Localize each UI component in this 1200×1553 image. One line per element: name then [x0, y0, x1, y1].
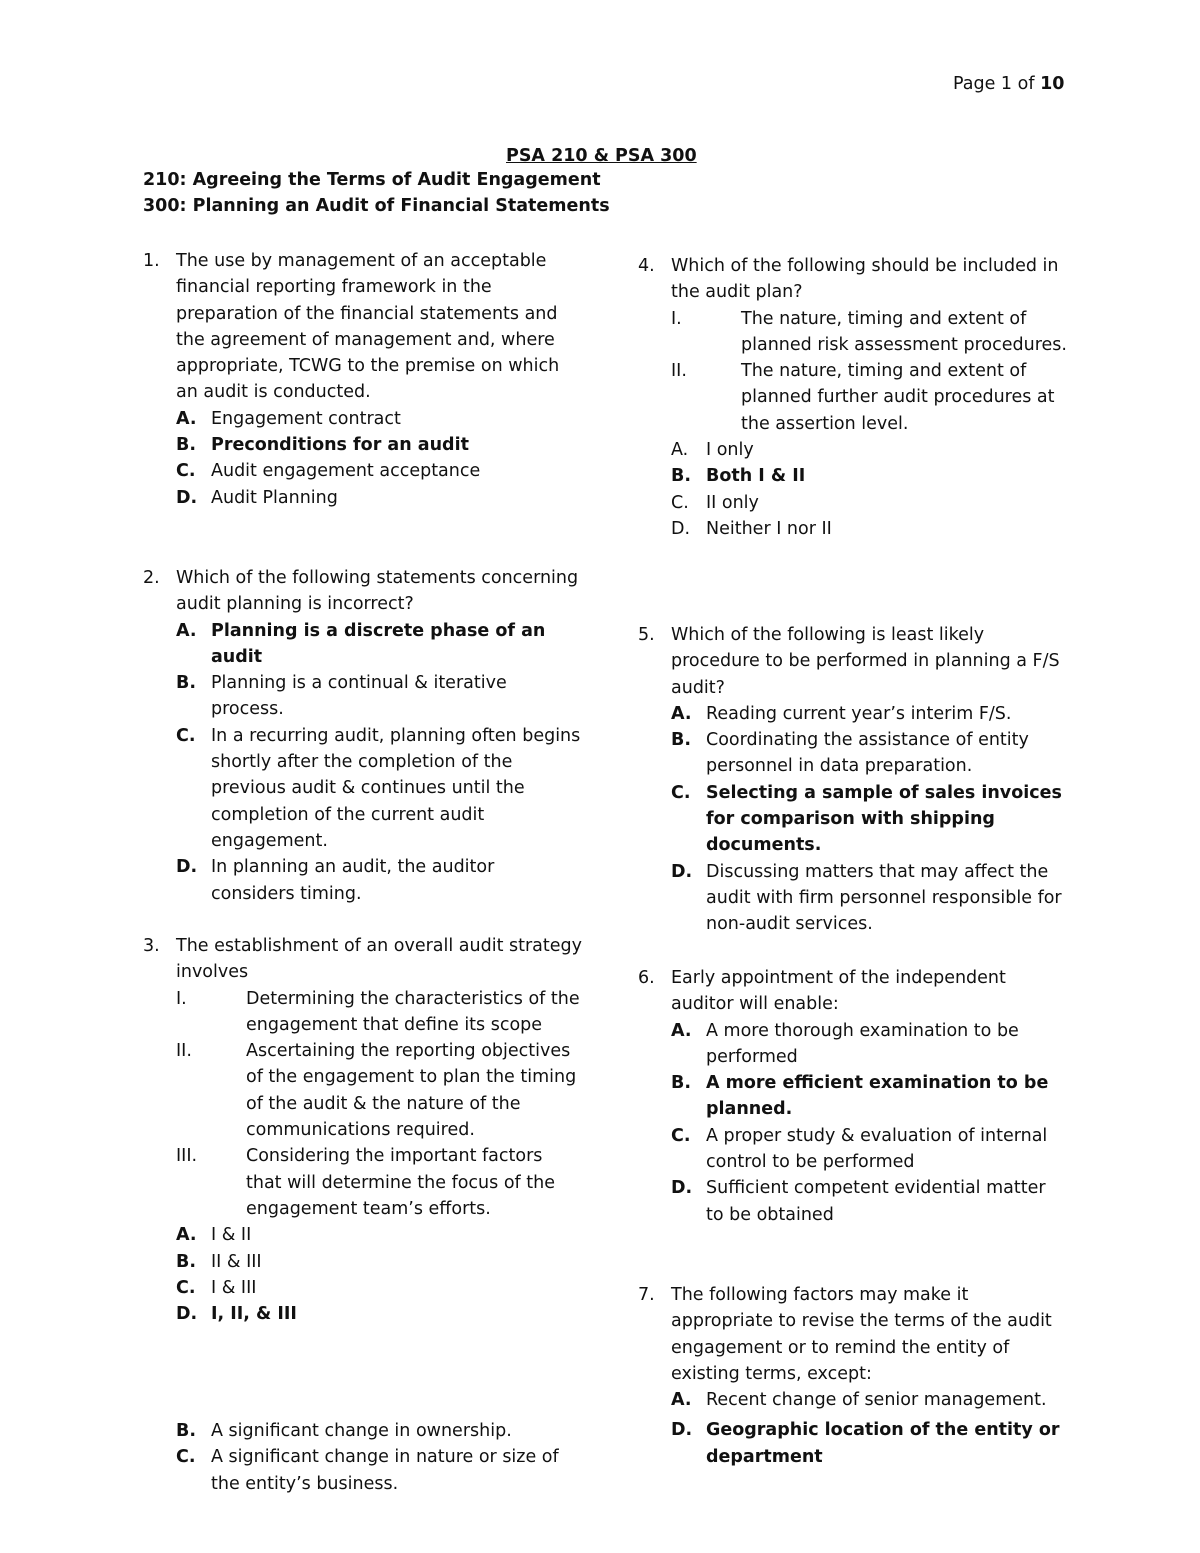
option: C. I & III — [176, 1277, 257, 1298]
question-number: 2. — [143, 568, 160, 588]
right-column-q6 — [638, 965, 1068, 1228]
question-text: Early appointment of the independent auditor will enable: — [671, 968, 1006, 1015]
option-answer: B. A more efficient examination to be planned. — [671, 1073, 1049, 1120]
option: B. Coordinating the assistance of entity personnel in data preparation. — [671, 730, 1029, 777]
question-number: 1. — [143, 251, 160, 271]
question-number: 7. — [638, 1285, 655, 1305]
question-number: 4. — [638, 256, 655, 276]
left-column — [143, 248, 583, 511]
right-column-q4 — [638, 253, 1068, 542]
question-text: Which of the following should be included in the audit plan? — [671, 256, 1059, 303]
question-7 — [638, 1282, 1068, 1387]
question-text: Which of the following is least likely procedure to be performed in planning a F/S audit? — [671, 625, 1060, 698]
question-4 — [638, 253, 1068, 306]
question-number: 3. — [143, 936, 160, 956]
option: C. II only — [671, 492, 759, 513]
roman-item: II. The nature, timing and extent of planned further audit procedures at the assertion level. — [671, 361, 1055, 434]
question-text: Which of the following statements concerning audit planning is incorrect? — [176, 568, 579, 615]
roman-item: III. Considering the important factors that will determine the focus of the engagement team’s efforts. — [176, 1146, 555, 1219]
option-answer: A. Planning is a discrete phase of an audit — [176, 620, 546, 667]
question-number: 6. — [638, 968, 655, 988]
option-answer: D. I, II, & III — [176, 1304, 297, 1325]
question-text: The establishment of an overall audit strategy involves — [176, 936, 582, 983]
subtitle-300: 300: Planning an Audit of Financial Statements — [143, 196, 610, 216]
question-1 — [143, 248, 583, 406]
option: C. A proper study & evaluation of internal control to be performed — [671, 1125, 1048, 1173]
question-number: 5. — [638, 625, 655, 645]
left-column-extra — [143, 1418, 583, 1497]
question-2 — [143, 565, 583, 618]
roman-item: II. Ascertaining the reporting objectives of the engagement to plan the timing of the audit & the nature of the communications required. — [176, 1041, 577, 1141]
option: A. A more thorough examination to be performed — [671, 1020, 1019, 1067]
option: D. In planning an audit, the auditor considers timing. — [176, 857, 495, 904]
question-6 — [638, 965, 1068, 1018]
option: C. A significant change in nature or size of the entity’s business. — [176, 1447, 559, 1494]
option: C. In a recurring audit, planning often begins shortly after the completion of the previous audit & continues until the completion of the current audit engagement. — [176, 725, 581, 851]
left-column-q2 — [143, 565, 583, 907]
option-answer: D. Geographic location of the entity or department — [671, 1420, 1060, 1467]
option: B. A significant change in ownership. — [176, 1421, 512, 1441]
option: D. Discussing matters that may affect the audit with firm personnel responsible for non-audit services. — [671, 861, 1062, 935]
right-column-q7 — [638, 1282, 1068, 1470]
option: D. Neither I nor II — [671, 518, 832, 539]
option: A. I only — [671, 440, 754, 461]
option-answer: C. Selecting a sample of sales invoices for comparison with shipping documents. — [671, 782, 1062, 856]
right-column-q5 — [638, 622, 1068, 938]
option: B. Planning is a continual & iterative process. — [176, 673, 507, 720]
option: D. Audit Planning — [176, 487, 338, 508]
question-text: The following factors may make it appropriate to revise the terms of the audit engagement or to remind the entity of existing terms, except: — [671, 1285, 1052, 1384]
option: B. II & III — [176, 1251, 262, 1272]
question-3 — [143, 933, 583, 986]
option: A. Reading current year’s interim F/S. — [671, 703, 1012, 724]
option: A. Engagement contract — [176, 408, 401, 429]
page-number: Page 1 of 10 — [953, 74, 1065, 94]
question-text: The use by management of an acceptable financial reporting framework in the preparation of the financial statements and the agreement of management and, where appropriate, TCWG to the premise on which an audit is conducted. — [176, 251, 560, 403]
roman-item: I. Determining the characteristics of the engagement that define its scope — [176, 988, 580, 1035]
question-5 — [638, 622, 1068, 701]
option: A. Recent change of senior management. — [671, 1390, 1047, 1411]
left-column-q3 — [143, 933, 583, 1327]
roman-item: I. The nature, timing and extent of planned risk assessment procedures. — [671, 308, 1067, 355]
document-title: PSA 210 & PSA 300 — [506, 146, 697, 166]
subtitle-210: 210: Agreeing the Terms of Audit Engagement — [143, 170, 601, 190]
option: C. Audit engagement acceptance — [176, 461, 481, 482]
option-answer: B. Preconditions for an audit — [176, 435, 469, 456]
option: D. Sufficient competent evidential matter to be obtained — [671, 1178, 1046, 1225]
option-answer: B. Both I & II — [671, 466, 806, 487]
option: A. I & II — [176, 1225, 252, 1246]
